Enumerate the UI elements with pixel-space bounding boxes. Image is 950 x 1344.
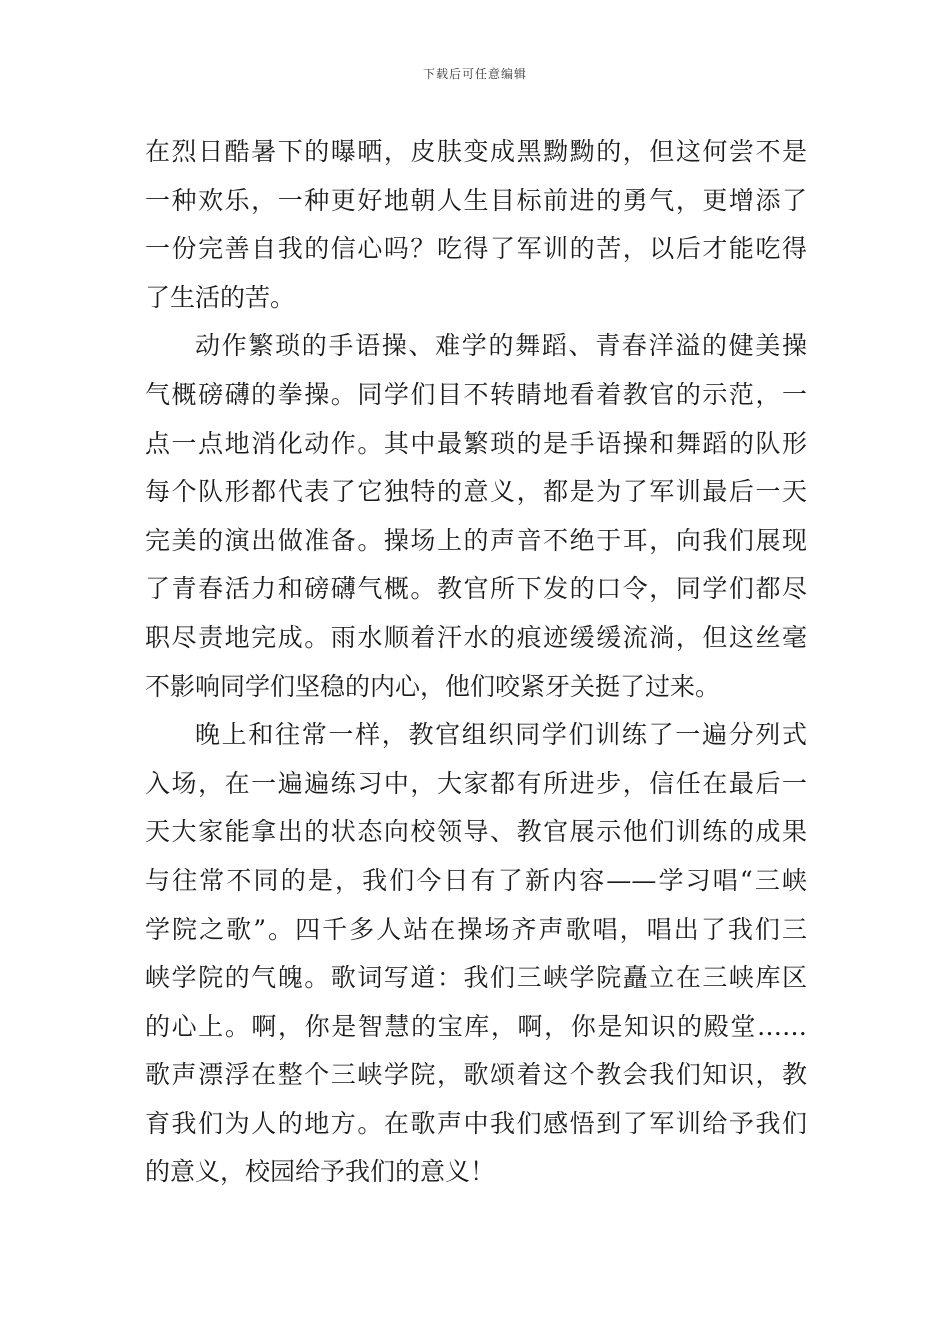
text-line: 学院之歌”。四千多人站在操场齐声歌唱，唱出了我们三 [145, 914, 807, 944]
text-line: 育我们为人的地方。在歌声中我们感悟到了军训给予我们 [145, 1108, 807, 1138]
text-line: 一种欢乐，一种更好地朝人生目标前进的勇气，更增添了 [145, 185, 807, 215]
text-line: 与往常不同的是，我们今日有了新内容——学习唱“三峡 [145, 865, 807, 895]
text-line: 晚上和往常一样，教官组织同学们训练了一遍分列式 [195, 720, 807, 750]
text-line: 歌声漂浮在整个三峡学院，歌颂着这个教会我们知识，教 [145, 1060, 807, 1090]
text-line: 峡学院的气魄。歌词写道：我们三峡学院矗立在三峡库区 [145, 963, 807, 993]
text-line: 在烈日酷暑下的曝晒，皮肤变成黑黝黝的，但这何尝不是 [145, 137, 807, 166]
text-line: 的意义，校园给予我们的意义！ [145, 1157, 496, 1187]
document-body [145, 128, 807, 1197]
text-line: 完美的演出做准备。操场上的声音不绝于耳，向我们展现 [145, 525, 807, 555]
text-line: 天大家能拿出的状态向校领导、教官展示他们训练的成果 [145, 817, 807, 847]
text-line: 点一点地消化动作。其中最繁琐的是手语操和舞蹈的队形 [145, 428, 807, 458]
text-line: 动作繁琐的手语操、难学的舞蹈、青春洋溢的健美操 [195, 331, 807, 361]
text-line: 气概磅礴的拳操。同学们目不转睛地看着教官的示范，一 [145, 379, 807, 409]
text-line: 入场，在一遍遍练习中，大家都有所进步，信任在最后一 [145, 768, 807, 798]
text-line: 不影响同学们坚稳的内心，他们咬紧牙关挺了过来。 [145, 671, 721, 701]
page-header: 下载后可任意编辑 [422, 67, 527, 81]
text-line: 一份完善自我的信心吗？吃得了军训的苦，以后才能吃得 [145, 234, 807, 264]
text-line: 职尽责地完成。雨水顺着汗水的痕迹缓缓流淌，但这丝毫 [145, 622, 807, 652]
text-line: 每个队形都代表了它独特的意义，都是为了军训最后一天 [145, 477, 807, 507]
text-line: 了青春活力和磅礴气概。教官所下发的口令，同学们都尽 [145, 574, 807, 604]
text-line: 了生活的苦。 [145, 282, 296, 312]
text-line: 的心上。啊，你是智慧的宝库，啊，你是知识的殿堂…… [145, 1011, 807, 1041]
